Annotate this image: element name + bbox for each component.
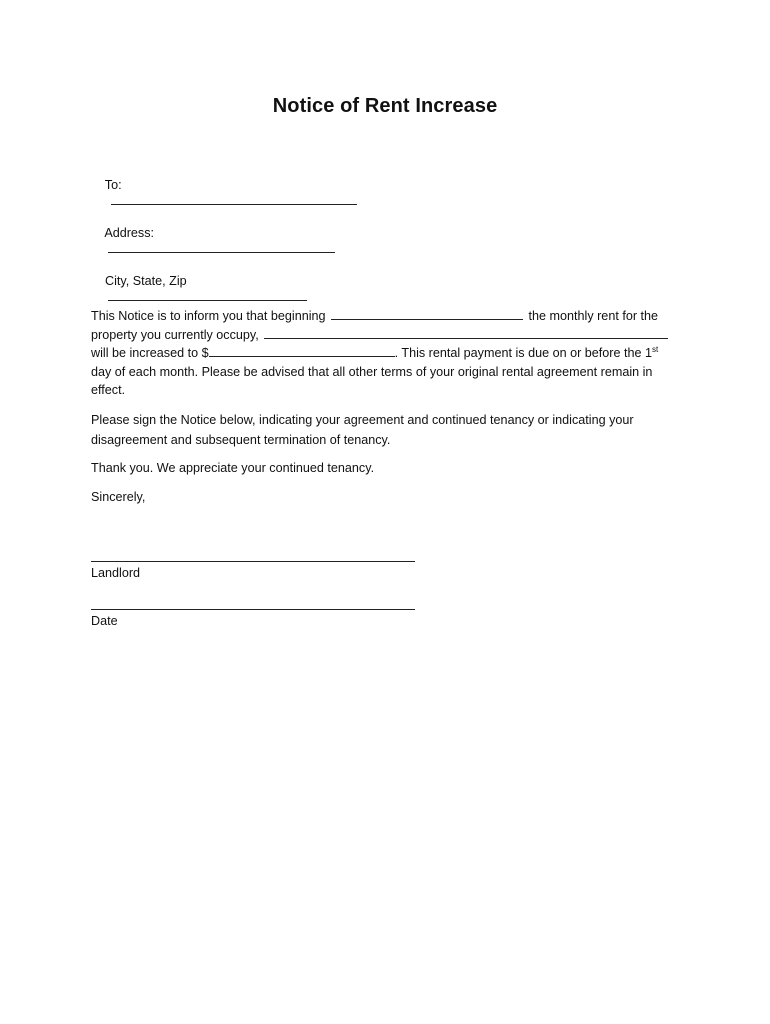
city-state-zip-blank[interactable] <box>108 288 307 301</box>
notice-text-increased: will be increased to $ <box>91 346 209 361</box>
document-title: Notice of Rent Increase <box>272 95 498 117</box>
to-label: To: <box>104 178 122 192</box>
sign-instruction-line-2: disagreement and subsequent termination of tenancy. <box>91 432 391 447</box>
landlord-signature-line[interactable] <box>91 561 415 562</box>
notice-text-monthly-rent: the monthly rent for the <box>528 309 659 323</box>
city-state-zip-label: City, State, Zip <box>105 274 187 288</box>
notice-line-2 <box>91 326 681 345</box>
notice-line-3 <box>91 344 681 363</box>
to-blank[interactable] <box>111 192 357 205</box>
start-date-blank[interactable] <box>331 307 523 320</box>
notice-line-4: day of each month. Please be advised that all other terms of your original rental agreement remain in <box>91 364 653 379</box>
notice-text-beginning: This Notice is to inform you that beginning <box>91 309 326 323</box>
closing-text: Sincerely, <box>91 490 146 504</box>
thank-you-text: Thank you. We appreciate your continued tenancy. <box>91 461 375 475</box>
sign-instruction-paragraph <box>91 411 681 449</box>
sign-instruction-line-1: Please sign the Notice below, indicating your agreement and continued tenancy or indicating your <box>91 413 634 427</box>
notice-paragraph <box>91 307 681 400</box>
ordinal-suffix: st <box>652 345 659 354</box>
notice-text-property: property you currently occupy, <box>91 327 259 342</box>
notice-text-due: . This rental payment is due on or before the 1 <box>394 346 653 361</box>
date-label: Date <box>91 614 118 628</box>
landlord-label: Landlord <box>91 566 141 580</box>
address-blank[interactable] <box>108 240 335 253</box>
address-label: Address: <box>104 226 155 240</box>
notice-line-5: effect. <box>91 383 126 398</box>
property-address-blank[interactable] <box>264 326 668 339</box>
date-signature-line[interactable] <box>91 609 415 610</box>
notice-line-1 <box>91 307 681 326</box>
new-rent-blank[interactable] <box>209 344 395 357</box>
